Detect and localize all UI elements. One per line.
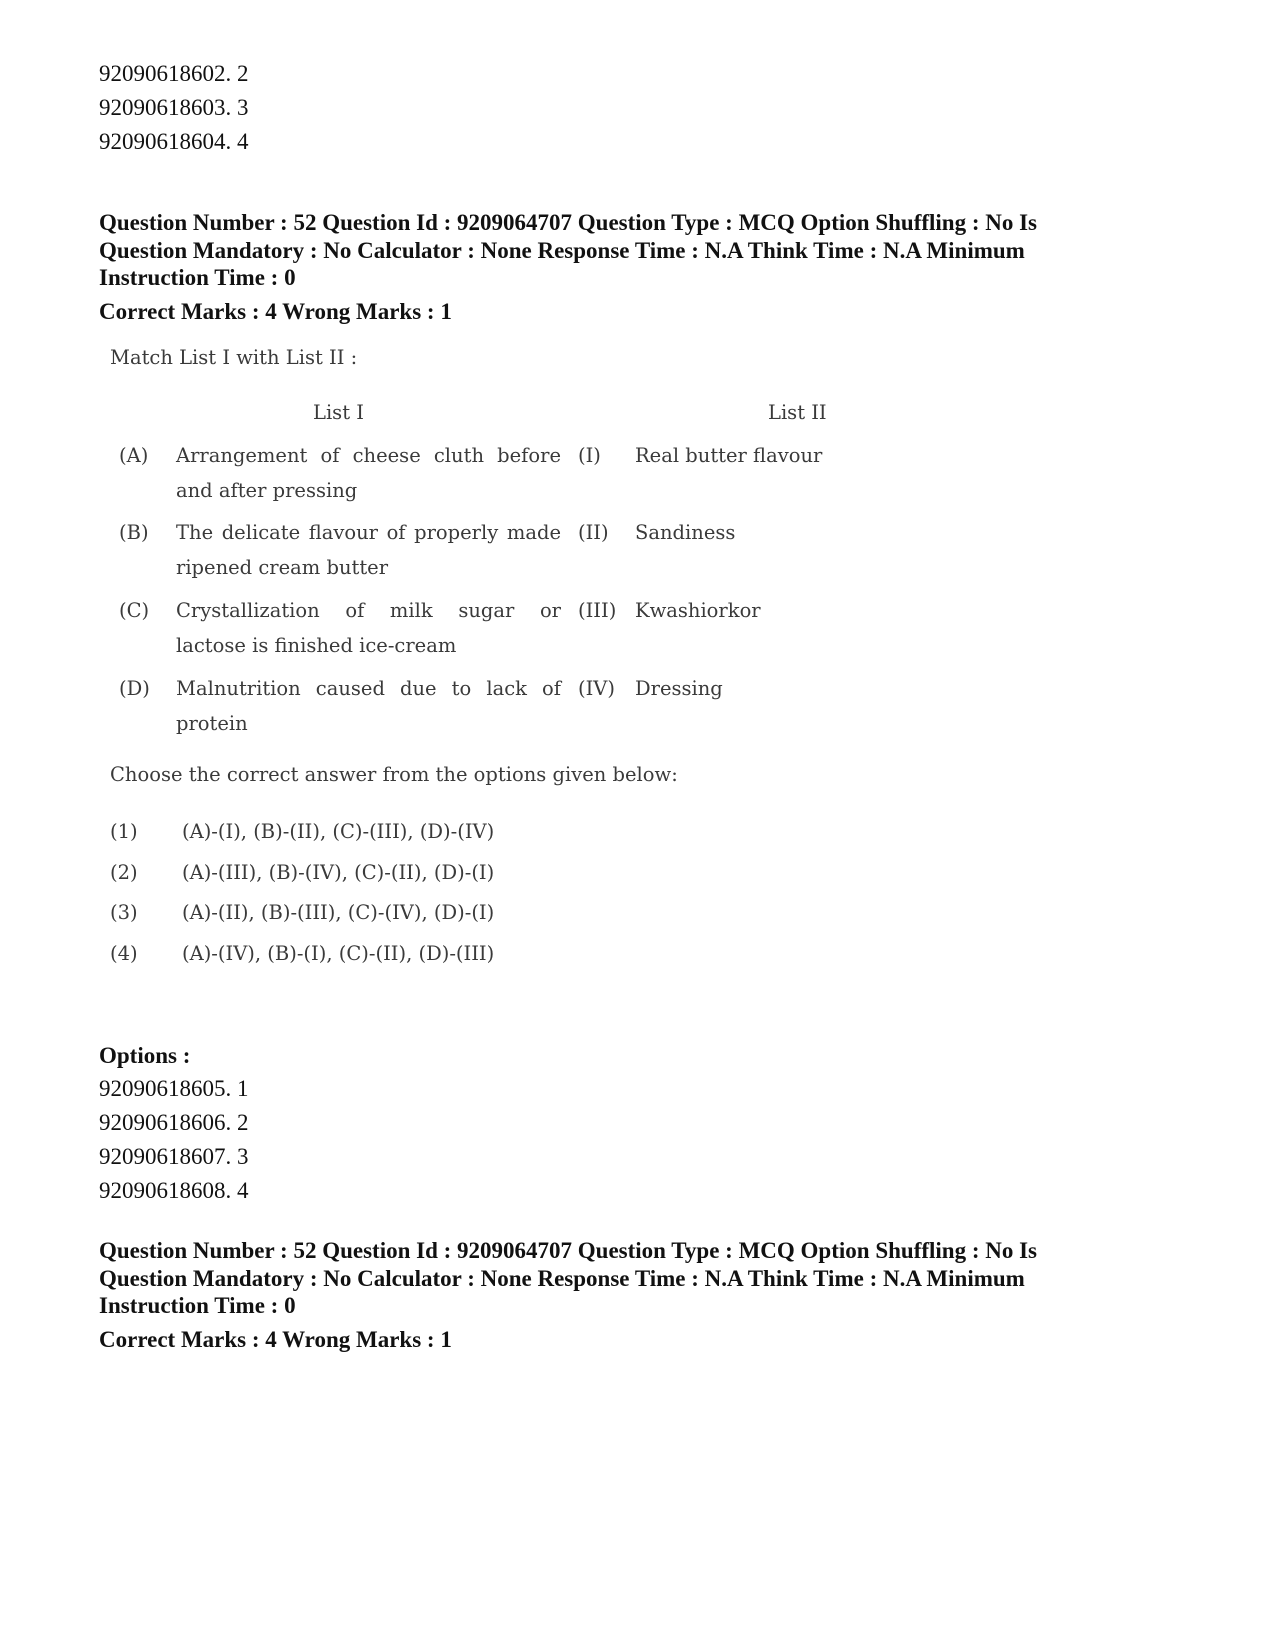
marks-line: Correct Marks : 4 Wrong Marks : 1: [99, 1327, 452, 1352]
choice-text: (A)-(II), (B)-(III), (C)-(IV), (D)-(I): [182, 901, 495, 924]
options-heading: Options :: [99, 1043, 191, 1068]
row-roman: (III): [578, 599, 617, 622]
question-header-line: Question Number : 52 Question Id : 9209064707 Question Type : MCQ Option Shuffling : No Is: [99, 1238, 1038, 1263]
question-header: [99, 1237, 1189, 1320]
row-key: (A): [119, 444, 149, 467]
row-key: (B): [119, 521, 149, 544]
row-description-line: lactose is finished ice-cream: [176, 634, 457, 657]
row-match: Kwashiorkor: [635, 599, 761, 622]
row-description-line: protein: [176, 712, 248, 735]
question-image: [99, 340, 879, 1020]
choose-instruction: Choose the correct answer from the options given below:: [110, 763, 678, 786]
list-one-heading: List I: [313, 401, 364, 424]
marks-line: Correct Marks : 4 Wrong Marks : 1: [99, 299, 452, 324]
row-description: [176, 593, 561, 663]
option-line: 92090618603. 3: [99, 95, 249, 120]
row-description-line: The delicate flavour of properly made: [176, 521, 561, 544]
row-match: Sandiness: [635, 521, 736, 544]
choice-text: (A)-(I), (B)-(II), (C)-(III), (D)-(IV): [182, 820, 495, 843]
row-description-line: Arrangement of cheese cluth before: [176, 444, 561, 467]
row-roman: (IV): [578, 677, 616, 700]
option-line: 92090618607. 3: [99, 1144, 249, 1169]
list-two-heading: List II: [768, 401, 827, 424]
row-description-line: ripened cream butter: [176, 556, 389, 579]
row-description: [176, 671, 561, 741]
choice-number: (1): [110, 820, 138, 843]
choice-text: (A)-(III), (B)-(IV), (C)-(II), (D)-(I): [182, 861, 495, 884]
row-description: [176, 515, 561, 585]
question-header-line: Question Mandatory : No Calculator : None Response Time : N.A Think Time : N.A Minimum: [99, 1265, 1025, 1291]
option-line: 92090618605. 1: [99, 1076, 249, 1101]
row-match: Dressing: [635, 677, 723, 700]
row-key: (D): [119, 677, 150, 700]
row-description-line: Crystallization of milk sugar or: [176, 599, 561, 622]
option-line: 92090618606. 2: [99, 1110, 249, 1135]
row-roman: (II): [578, 521, 609, 544]
choice-number: (2): [110, 861, 138, 884]
question-header-line: Instruction Time : 0: [99, 1293, 296, 1318]
option-line: 92090618602. 2: [99, 61, 249, 86]
question-header-line: Instruction Time : 0: [99, 265, 296, 290]
row-key: (C): [119, 599, 150, 622]
option-line: 92090618608. 4: [99, 1178, 249, 1203]
question-header-line: Question Mandatory : No Calculator : None Response Time : N.A Think Time : N.A Minimum: [99, 237, 1025, 263]
row-description: [176, 438, 561, 508]
question-header-line: Question Number : 52 Question Id : 9209064707 Question Type : MCQ Option Shuffling : No Is: [99, 210, 1038, 235]
row-roman: (I): [578, 444, 601, 467]
choice-text: (A)-(IV), (B)-(I), (C)-(II), (D)-(III): [182, 942, 495, 965]
option-line: 92090618604. 4: [99, 129, 249, 154]
question-intro: Match List I with List II :: [110, 346, 358, 369]
choice-number: (4): [110, 942, 138, 965]
row-description-line: and after pressing: [176, 479, 358, 502]
question-header: [99, 209, 1189, 292]
row-description-line: Malnutrition caused due to lack of: [176, 677, 561, 700]
choice-number: (3): [110, 901, 138, 924]
row-match: Real butter flavour: [635, 444, 823, 467]
